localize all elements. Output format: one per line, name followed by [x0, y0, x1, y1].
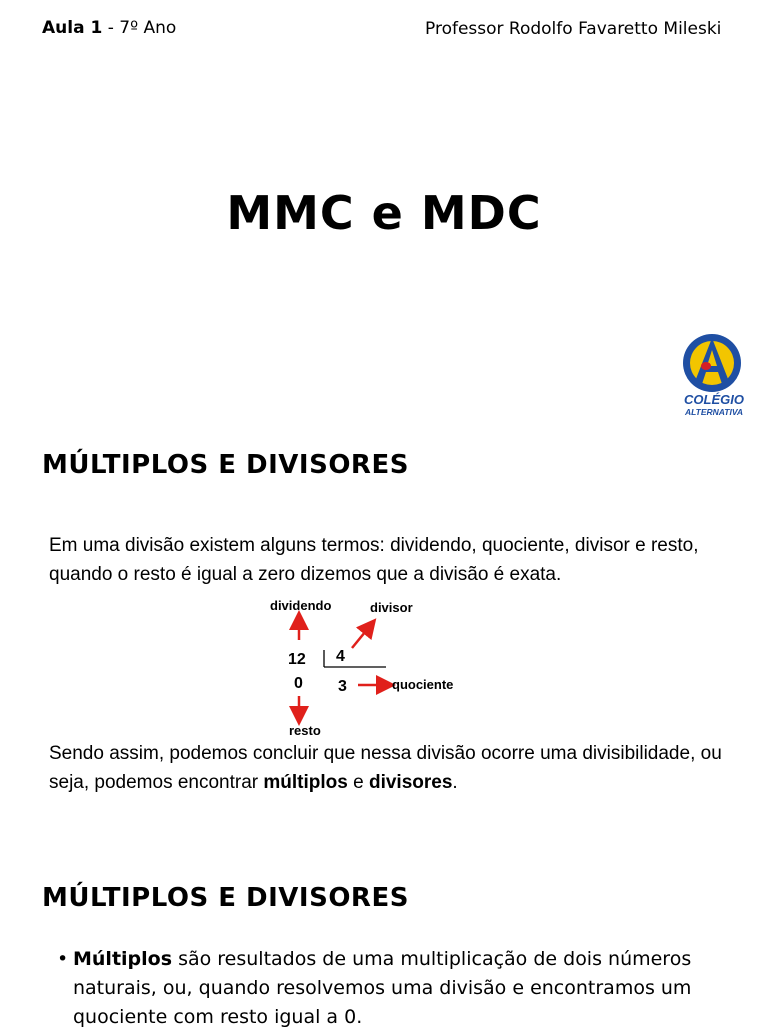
conclusion-text: Sendo assim, podemos concluir que nessa divisão ocorre uma divisibilidade, ou seja, podemos encontrar	[49, 743, 722, 793]
label-quociente: quociente	[392, 677, 454, 692]
professor-name: Professor Rodolfo Favaretto Mileski	[425, 19, 722, 39]
arrow-divisor-icon	[352, 626, 370, 648]
logo-text-alternativa: ALTERNATIVA	[684, 407, 744, 417]
section-heading-2: MÚLTIPLOS E DIVISORES	[42, 883, 409, 913]
quotient-value: 3	[338, 678, 347, 695]
logo-text-colegio: COLÉGIO	[684, 392, 744, 407]
conclusion-connector: e	[347, 772, 369, 793]
intro-paragraph: Em uma divisão existem alguns termos: dividendo, quociente, divisor e resto, quando o resto é igual a zero dizemos que a divisão é exata.	[49, 535, 699, 585]
divisor-value: 4	[336, 648, 345, 665]
lesson-label	[42, 18, 176, 38]
section-heading: MÚLTIPLOS E DIVISORES	[42, 450, 409, 480]
label-dividendo: dividendo	[270, 598, 332, 613]
bullet-text	[73, 945, 703, 1032]
label-divisor: divisor	[370, 600, 413, 615]
bullet-marker: •	[57, 948, 69, 970]
lesson-separator: -	[102, 18, 120, 38]
bullet-body: são resultados de uma multiplicação de dois números naturais, ou, quando resolvemos uma divisão e encontramos um quociente com resto igual a 0.	[73, 948, 692, 1028]
bullet-keyword: Múltiplos	[73, 948, 173, 970]
lesson-grade: 7º Ano	[119, 18, 177, 38]
label-resto: resto	[289, 723, 321, 738]
keyword-divisores: divisores	[368, 772, 453, 793]
conclusion-paragraph	[49, 739, 729, 797]
lesson-number: Aula 1	[42, 18, 103, 38]
dividend-value: 12	[288, 651, 306, 668]
school-logo	[678, 330, 750, 422]
conclusion-end: .	[452, 772, 458, 793]
remainder-value: 0	[294, 675, 303, 692]
keyword-multiplos: múltiplos	[263, 772, 348, 793]
page-title: MMC e MDC	[226, 186, 542, 240]
division-diagram	[262, 592, 462, 738]
school-logo-icon	[678, 330, 750, 422]
